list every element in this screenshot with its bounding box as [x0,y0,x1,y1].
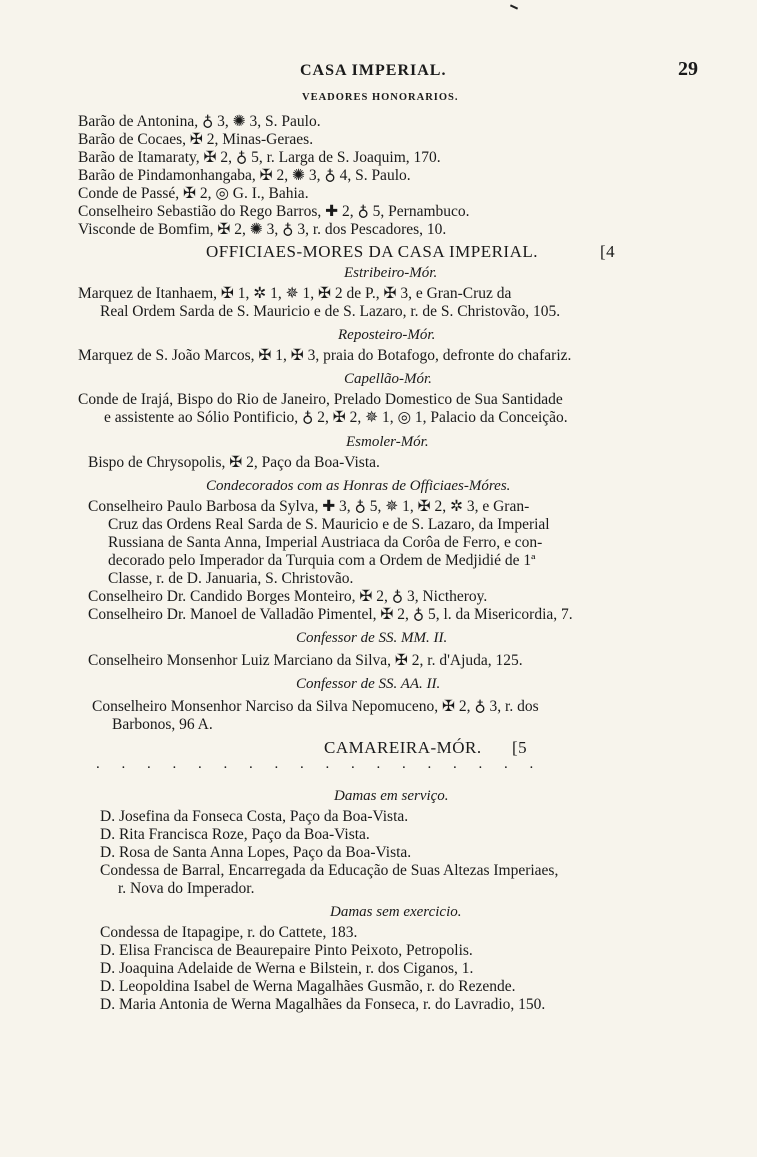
section-subtitle: VEADORES HONORARIOS. [302,92,459,103]
list-item: D. Rita Francisca Roze, Paço da Boa-Vista. [100,826,370,843]
section-heading: CAMAREIRA-MÓR. [324,738,482,757]
list-item: D. Elisa Francisca de Beaurepaire Pinto Peixoto, Petropolis. [100,942,473,959]
office-title: Esmoler-Mór. [346,434,429,450]
office-title: Capellão-Mór. [344,371,432,387]
list-item: Barão de Antonina, ♁ 3, ✺ 3, S. Paulo. [78,113,321,130]
list-item: Condessa de Itapagipe, r. do Cattete, 183. [100,924,358,941]
list-item: r. Nova do Imperador. [118,880,255,897]
office-title: Confessor de SS. MM. II. [296,630,448,646]
office-title: Damas sem exercicio. [330,904,462,920]
list-item: Marquez de S. João Marcos, ✠ 1, ✠ 3, praia do Botafogo, defronte do chafariz. [78,347,572,364]
list-item: Conselheiro Dr. Manoel de Valladão Pimentel, ✠ 2, ♁ 5, l. da Misericordia, 7. [88,606,573,623]
list-item: Conselheiro Monsenhor Luiz Marciano da Silva, ✠ 2, r. d'Ajuda, 125. [88,652,523,669]
list-item: Conselheiro Sebastião do Rego Barros, ✚ 2, ♁ 5, Pernambuco. [78,203,470,220]
section-count: [5 [512,738,528,757]
list-item: Barão de Itamaraty, ✠ 2, ♁ 5, r. Larga de S. Joaquim, 170. [78,149,441,166]
office-title: Reposteiro-Mór. [338,327,436,343]
list-item: D. Maria Antonia de Werna Magalhães da Fonseca, r. do Lavradio, 150. [100,996,546,1013]
running-title: CASA IMPERIAL. [300,62,447,79]
list-item: Classe, r. de D. Januaria, S. Christovão. [108,570,354,587]
page-number: 29 [678,58,698,80]
list-item: D. Joaquina Adelaide de Werna e Bilstein, r. dos Ciganos, 1. [100,960,474,977]
list-item: Barão de Cocaes, ✠ 2, Minas-Geraes. [78,131,314,148]
list-item: D. Leopoldina Isabel de Werna Magalhães Gusmão, r. do Rezende. [100,978,516,995]
list-item: Conde de Irajá, Bispo do Rio de Janeiro, Prelado Domestico de Sua Santidade [78,391,563,408]
list-item: Visconde de Bomfim, ✠ 2, ✺ 3, ♁ 3, r. dos Pescadores, 10. [78,221,447,238]
list-item: Marquez de Itanhaem, ✠ 1, ✲ 1, ✵ 1, ✠ 2 de P., ✠ 3, e Gran-Cruz da [78,285,512,302]
office-title: Damas em serviço. [334,788,449,804]
section-count: [4 [600,242,616,261]
list-item: Bispo de Chrysopolis, ✠ 2, Paço da Boa-Vista. [88,454,380,471]
list-item: Real Ordem Sarda de S. Mauricio e de S. Lazaro, r. de S. Christovão, 105. [100,303,561,320]
list-item: Conselheiro Dr. Candido Borges Monteiro, ✠ 2, ♁ 3, Nictheroy. [88,588,488,605]
list-item: Russiana de Santa Anna, Imperial Austriaca da Corôa de Ferro, e con- [108,534,543,551]
list-item: D. Rosa de Santa Anna Lopes, Paço da Boa-Vista. [100,844,412,861]
list-item: e assistente ao Sólio Pontificio, ♁ 2, ✠ 2, ✵ 1, ◎ 1, Palacio da Conceição. [104,409,568,426]
list-item: decorado pelo Imperador da Turquia com a Ordem de Medjidié de 1ª [108,552,536,569]
list-item: Conde de Passé, ✠ 2, ◎ G. I., Bahia. [78,185,309,202]
list-item: Condessa de Barral, Encarregada da Educação de Suas Altezas Imperiaes, [100,862,559,879]
list-item: Barão de Pindamonhangaba, ✠ 2, ✺ 3, ♁ 4, S. Paulo. [78,167,411,184]
list-item: D. Josefina da Fonseca Costa, Paço da Boa-Vista. [100,808,409,825]
list-item: Cruz das Ordens Real Sarda de S. Mauricio e de S. Lazaro, da Imperial [108,516,550,533]
leader-dots: . . . . . . . . . . . . . . . . . . [96,756,543,772]
office-title: Estribeiro-Mór. [344,265,438,281]
list-item: Conselheiro Monsenhor Narciso da Silva Nepomuceno, ✠ 2, ♁ 3, r. dos [92,698,539,715]
office-title: Confessor de SS. AA. II. [296,676,441,692]
office-title: Condecorados com as Honras de Officiaes-Móres. [206,478,511,494]
list-item: Conselheiro Paulo Barbosa da Sylva, ✚ 3, ♁ 5, ✵ 1, ✠ 2, ✲ 3, e Gran- [88,498,530,515]
list-item: Barbonos, 96 A. [112,716,213,733]
ink-mark [510,4,518,9]
section-heading: OFFICIAES-MORES DA CASA IMPERIAL. [206,242,538,261]
